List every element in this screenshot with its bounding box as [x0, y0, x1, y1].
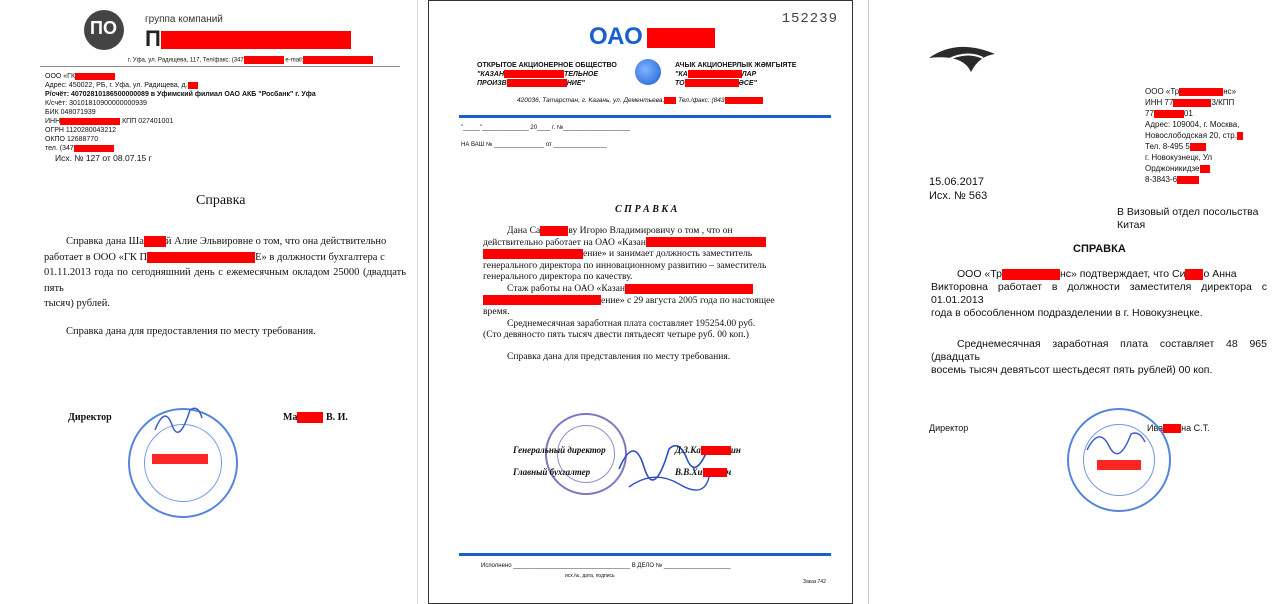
director-name: Ма В. И. [283, 412, 348, 423]
company-group-label: группа компаний [145, 14, 223, 25]
company-name: П [145, 26, 351, 52]
signature [609, 429, 719, 499]
reference-number: Исх. № 127 от 08.07.15 г [55, 153, 152, 163]
document-2 [428, 0, 853, 604]
company-logo [84, 10, 124, 50]
recipient: В Визовый отдел посольства Китая [1117, 206, 1259, 231]
footer-note: Заказ 742 [803, 579, 826, 585]
signature [1081, 420, 1151, 460]
footer-sub: исх.№, дата, подпись [565, 573, 615, 579]
reference-number: Исх. № 563 [929, 190, 988, 202]
logo-text: ПО [90, 18, 117, 38]
doc-body: Дана Са ву Игорю Владимировичу о том , что он действительно работает на ОАО «Казан ение» и занимает должность заместитель генерального директора по инновационному развитию – заместитель генерального директора по качеству. Стаж работы на ОАО «Казан ение» с 29 августа 2005 года по настоящее время. Среднемесячная заработная плата составляет 195254.00 руб. (Сто девяносто пять тысяч двести пятьдесят четыре руб. 00 коп.) Справка дана для представления по месту требования. [483, 225, 775, 362]
signatory-1-name: Д.З.Ка ин [675, 445, 741, 455]
signatory-2-name: В.В.Хи ч [675, 467, 732, 477]
director-name: Ива на С.Т. [1147, 423, 1210, 433]
signatory-2-label: Главный бухгалтер [513, 467, 591, 477]
globe-icon [635, 59, 661, 85]
doc-body: Справка дана Ша й Алие Эльвировне о том, что она действительно работает в ООО «ГК П Е» в должности бухгалтера с 01.11.2013 года по сегодняшний день с ежемесячным окладом 25000 (двадцать пять тысяч) рублей. Справка дана для предоставления по месту требования. [44, 236, 406, 337]
date-line: "_____"______________ 20____ г. №____________________ [461, 125, 631, 131]
director-label: Директор [68, 412, 112, 423]
org-name-tt: АЧЫК АКЦИОНЕРЛЫК ЖӘМГЫЯТЕ "КА ЛАР ТО ӘСЕ" [675, 62, 797, 87]
document-1 [0, 0, 418, 604]
header-blue-rule [459, 115, 831, 118]
signatory-1-label: Генеральный директор [513, 445, 606, 455]
director-label: Директор [929, 423, 969, 433]
doc-body: ООО «Тр нс» подтверждает, что Си о Анна Викторовна работает в должности заместителя директора с 01.01.2013 года в обособленном подразделении в г. Новокузнецке. Среднемесячная заработная плата составляет 48 965 (двадцать восемь тысяч девятьсот шестьдесят пять рублей) 00 коп. [931, 268, 1267, 376]
doc-title: С П Р А В К А [615, 204, 678, 215]
org-name-ru: ОТКРЫТОЕ АКЦИОНЕРНОЕ ОБЩЕСТВО "КАЗАН ТЕЛЬНОЕ ПРОИЗВ НИЕ" [477, 62, 617, 87]
company-logo [927, 44, 997, 80]
sender-address: ООО «Тр нс» ИНН 77 3/КПП 77 01 Адрес: 109004, г. Москва, Новослободская 20, стр. Тел. 8-495 5 г. Новокузнецк, Ул Орджоникидзе 8-3843-6 [1145, 86, 1243, 185]
footer-line: Исполнено ___________________________________ В ДЕЛО № ____________________ [481, 563, 731, 569]
org-logo: ОАО [589, 23, 715, 51]
doc-title: СПРАВКА [1073, 243, 1126, 255]
footer-blue-rule [459, 553, 831, 556]
document-3 [868, 0, 1280, 604]
signature [150, 400, 210, 440]
reference-line: НА ВАШ № _______________ от ________________ [461, 142, 607, 148]
doc-title: Справка [196, 193, 246, 208]
serial-number: 152239 [781, 11, 838, 27]
header-address: г. Уфа, ул. Радищева, 117, Тел/факс: (347 e-mail: [128, 56, 373, 64]
header-rule [40, 66, 400, 67]
doc-date: 15.06.2017 [929, 176, 985, 188]
org-address: 420036, Татарстан, г. Казань, ул. Дементьева, Тел./факс: (843 [517, 97, 763, 104]
requisites: ООО «ГК Адрес: 450022, РБ, г. Уфа, ул. Радищева, д. Р/счёт: 40702810186500000089 в Уфимский филиал ОАО АКБ "Росбанк" г. Уфа К/счёт: 30101810900000000939 БИК 048071939 ИНН КПП 027401001 ОГРН 1120280043212 ОКПО 12688770 тел. (347 [45, 73, 316, 152]
redaction [161, 31, 351, 49]
